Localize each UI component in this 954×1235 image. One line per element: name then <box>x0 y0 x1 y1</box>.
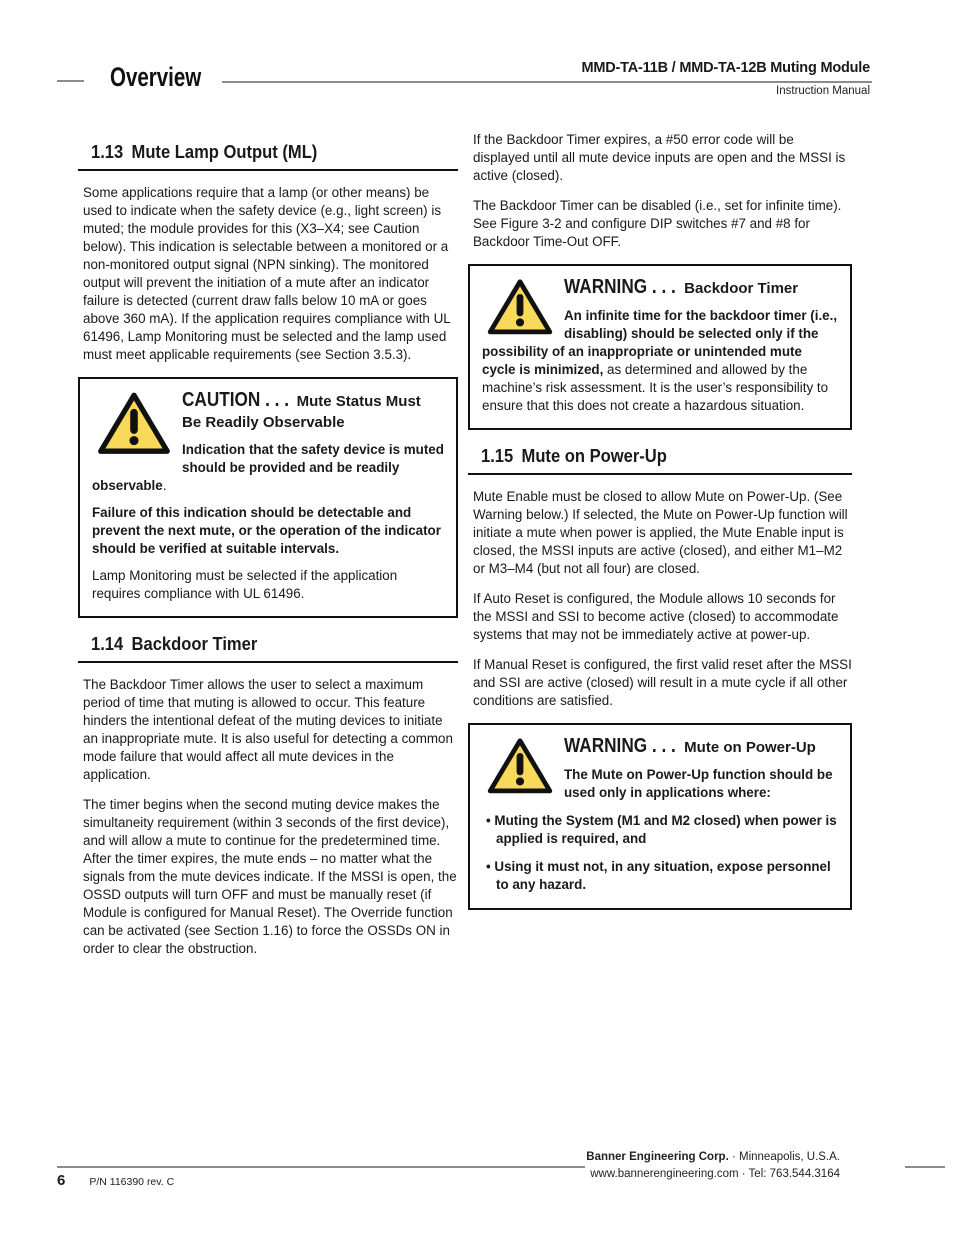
header-dash <box>57 80 84 82</box>
footer-right <box>586 1149 840 1183</box>
footer-rule <box>57 1166 585 1168</box>
right-column <box>468 131 852 910</box>
warning-subtitle: Mute on Power-Up <box>684 739 816 756</box>
section-1-14-paragraph: The Backdoor Timer allows the user to select a maximum period of time that muting is allowed to occur. This feature hinders the intentional defeat of the muting devices to initiate an inappropriate mute. It is also useful for detecting a common mode failure that would affect all mute devices in the application. <box>83 677 453 782</box>
warning-triangle-icon <box>486 277 554 338</box>
caution-subtitle: Mute Status Must Be Readily Observable <box>182 393 421 431</box>
section-1-15-paragraph: Mute Enable must be closed to allow Mute on Power-Up. (See Warning below.) If selected, the Mute on Power-Up function will initiate a mute when power is applied, the Mute Enable input is closed, the MSSI inputs are active (closed), and either M1–M2 or M3–M4 (but not all four) are closed. <box>473 489 848 576</box>
section-1-14-heading <box>78 634 458 663</box>
header-right <box>582 60 870 97</box>
part-number: P/N 116390 rev. C <box>89 1176 175 1188</box>
caution-keyword: CAUTION . . . <box>182 389 290 411</box>
warning-box-backdoor-timer <box>468 264 852 430</box>
caution-box <box>78 377 458 618</box>
left-column <box>78 142 458 970</box>
page-number: 6 <box>57 1172 66 1189</box>
section-1-14-paragraph: The timer begins when the second muting device makes the simultaneity requirement (within 3 seconds of the first device), and will allow a mute to continue for the predetermined time. After the timer expires, the mute ends – no matter what the signals from the mute devices indicate. If the MSSI is open, the OSSD outputs will turn OFF and must be manually reset (if Module is configured for Manual Reset). The Override function can be activated (see Section 1.16) to force the OSSDs ON in order to clear the obstruction. <box>83 797 457 956</box>
warning-lead: The Mute on Power-Up function should be used only in applications where: <box>564 767 833 800</box>
doc-subtitle: Instruction Manual <box>776 85 870 97</box>
company-name: Banner Engineering Corp. <box>586 1151 729 1163</box>
section-number: 1.15 <box>481 446 514 466</box>
warning-bullet: • Muting the System (M1 and M2 closed) when power is applied is required, and <box>496 812 838 848</box>
warning-bullet: • Using it must not, in any situation, expose personnel to any hazard. <box>496 858 838 894</box>
warning-keyword: WARNING . . . <box>564 735 676 757</box>
warning-triangle-icon <box>96 390 172 458</box>
contact-line: www.bannerengineering.com · Tel: 763.544.3164 <box>590 1168 840 1180</box>
section-1-13-paragraph: Some applications require that a lamp (or other means) be used to indicate when the safety device (e.g., light screen) is muted; the module provides for this (X3–X4; see Caution below). This indication is selectable between a monitored or a non-monitored output signal (NPN sinking). The monitored output will prevent the initiation of a mute after an indicator failure is detected (current draw falls below 10 mA or goes above 360 mA). If the application requires compliance with UL 61496, Lamp Monitoring must be selected and the lamp used must meet applicable requirements (see Section 3.5.3). <box>83 185 451 362</box>
section-1-15-heading <box>468 446 852 475</box>
section-number: 1.14 <box>91 634 124 654</box>
warning-triangle-icon <box>486 736 554 797</box>
section-number: 1.13 <box>91 142 124 162</box>
section-1-13-heading <box>78 142 458 171</box>
warning-keyword: WARNING . . . <box>564 276 676 298</box>
company-location: · Minneapolis, U.S.A. <box>728 1151 840 1163</box>
page-title: Overview <box>110 62 202 92</box>
warning-box-mute-on-power-up <box>468 723 852 910</box>
caution-paragraph: Lamp Monitoring must be selected if the application requires compliance with UL 61496. <box>92 568 398 601</box>
section-title: Mute on Power-Up <box>521 446 667 466</box>
section-1-14-paragraph: If the Backdoor Timer expires, a #50 error code will be displayed until all mute device inputs are open and the MSSI is active (closed). <box>473 132 846 183</box>
section-1-15-paragraph: If Manual Reset is configured, the first valid reset after the MSSI and SSI are active (closed) will result in a mute cycle if all other conditions are satisfied. <box>473 657 852 708</box>
warning-text-bold: An infinite time for the backdoor timer (i.e., disabling) should be selected only if the possibility of an inappropriate or unintended mute cycle is minimized, <box>482 308 838 377</box>
company-line <box>586 1149 840 1166</box>
caution-paragraph: Failure of this indication should be detectable and prevent the next mute, or the operation of the indicator should be verified at suitable intervals. <box>92 505 441 556</box>
footer-left <box>57 1172 174 1190</box>
warning-text-regular: as determined and allowed by the machine’s risk assessment. It is the user’s responsibility to ensure that this does not create a hazardous situation. <box>482 362 829 413</box>
section-title: Mute Lamp Output (ML) <box>131 142 318 162</box>
footer-dash <box>905 1166 945 1168</box>
caution-text-bold: Indication that the safety device is muted should be provided and be readily observable <box>92 442 444 493</box>
section-title: Backdoor Timer <box>131 634 258 654</box>
warning-subtitle: Backdoor Timer <box>684 280 799 297</box>
doc-title: MMD-TA-11B / MMD-TA-12B Muting Module <box>581 60 870 76</box>
caution-text-tail: . <box>162 478 167 493</box>
warning-bullet-list <box>482 812 838 894</box>
section-1-14-paragraph: The Backdoor Timer can be disabled (i.e., set for infinite time). See Figure 3-2 and configure DIP switches #7 and #8 for Backdoor Time-Out OFF. <box>473 198 842 249</box>
section-1-15-paragraph: If Auto Reset is configured, the Module allows 10 seconds for the MSSI and SSI to become active (closed) to accommodate systems that may not be immediately active at power-up. <box>473 591 839 642</box>
